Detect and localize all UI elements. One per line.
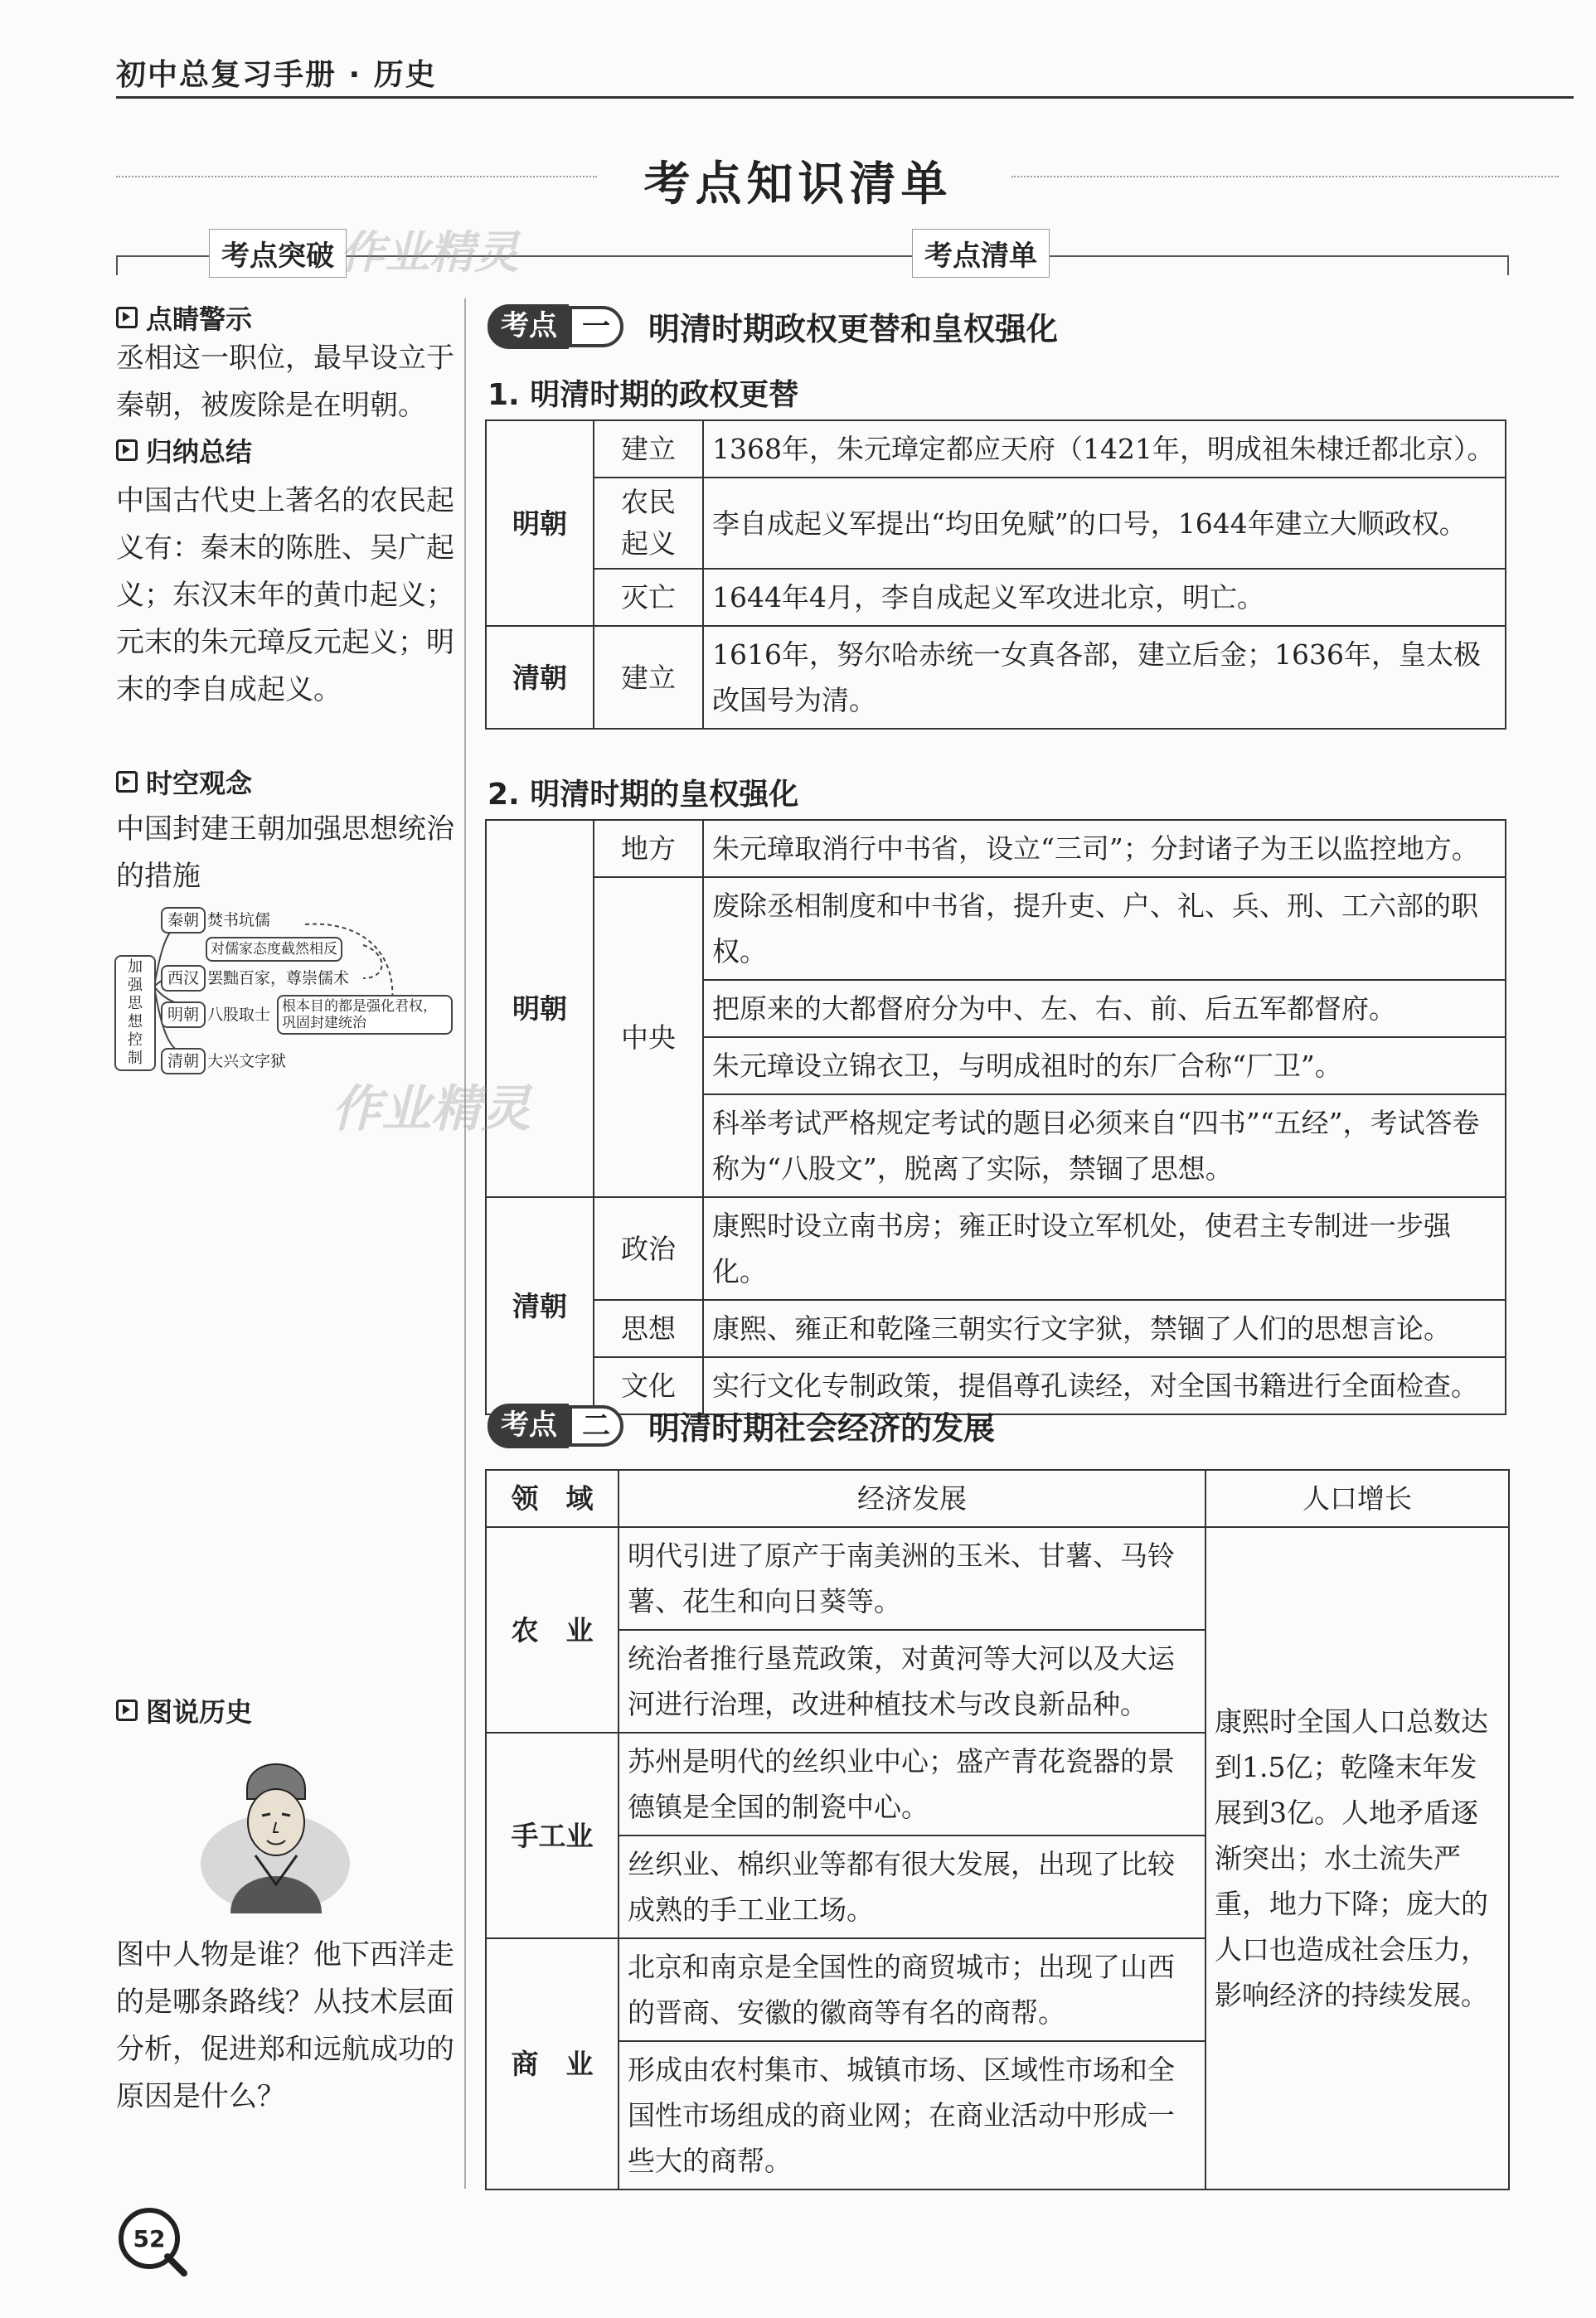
mind-map-ming: 明朝 — [161, 1001, 206, 1028]
economy-table — [485, 1469, 1510, 2190]
concept-text: 中国封建王朝加强思想统治的措施 — [116, 812, 454, 893]
page-number: 52 — [133, 2225, 166, 2253]
qing-dynasty-cell: 清朝 — [486, 1197, 594, 1414]
play-marker-icon — [116, 1700, 138, 1721]
table-row — [486, 569, 1506, 626]
ming-dynasty-cell: 明朝 — [486, 820, 594, 1197]
header-population: 人口增长 — [1205, 1470, 1509, 1527]
mind-map-root: 加强思想控制 — [114, 955, 156, 1071]
content-cell: 朱元璋设立锦衣卫，与明成祖时的东厂合称“厂卫”。 — [703, 1037, 1506, 1094]
section1-sub2: 2. 明清时期的皇权强化 — [488, 778, 799, 812]
tip-heading — [116, 298, 252, 337]
category-cell: 建立 — [594, 420, 703, 478]
section1-number: 一 — [569, 306, 623, 347]
section1-title: 明清时期政权更替和皇权强化 — [648, 311, 1059, 347]
content-cell: 李自成起义军提出“均田免赋”的口号，1644年建立大顺政权。 — [703, 478, 1506, 569]
content-cell: 明代引进了原产于南美洲的玉米、甘薯、马铃薯、花生和向日葵等。 — [619, 1527, 1205, 1630]
mind-map-han-text: 罢黜百家，尊崇儒术 — [207, 969, 350, 987]
mind-map-attitude: 对儒家态度截然相反 — [206, 937, 342, 962]
section2-number: 二 — [569, 1405, 623, 1447]
tip-heading-label: 点睛警示 — [146, 303, 253, 335]
tip-text: 丞相这一职位，最早设立于秦朝，被废除是在明朝。 — [116, 342, 454, 422]
mind-map-qin: 秦朝 — [161, 907, 206, 934]
content-cell: 1368年，朱元璋定都应天府（1421年，明成祖朱棣迁都北京）。 — [703, 420, 1506, 478]
bracket-right-end — [1507, 255, 1509, 275]
header-rule — [116, 96, 1574, 99]
regime-change-table — [485, 419, 1506, 730]
summary-text: 中国古代史上著名的农民起义有：秦末的陈胜、吴广起义；东汉末年的黄巾起义；元末的朱元璋反元起义；明末的李自成起义。 — [116, 484, 454, 706]
content-cell: 康熙时设立南书房；雍正时设立军机处，使君主专制进一步强化。 — [703, 1197, 1506, 1300]
play-marker-icon — [116, 771, 138, 793]
section2-badge: 考点 — [488, 1404, 569, 1448]
play-marker-icon — [116, 439, 138, 461]
book-title: 初中总复习手册 · 历史 — [116, 58, 437, 92]
header-domain: 领 域 — [486, 1470, 619, 1527]
table-row — [486, 877, 1506, 980]
category-cell: 农民起义 — [594, 478, 703, 569]
section1-header — [488, 303, 1058, 349]
category-cell: 灭亡 — [594, 569, 703, 626]
watermark: 作业精灵 — [340, 226, 519, 279]
section2-header — [488, 1403, 995, 1448]
mind-map-ming-text: 八股取士 — [207, 1006, 271, 1024]
table-row — [486, 626, 1506, 729]
summary-heading — [116, 431, 252, 469]
column-divider — [464, 298, 466, 2189]
bracket-left-end — [116, 255, 118, 275]
section1-badge: 考点 — [488, 304, 569, 349]
mind-map — [114, 904, 463, 1078]
left-tag: 考点突破 — [209, 229, 347, 278]
content-cell: 统治者推行垦荒政策，对黄河等大河以及大运河进行治理，改进种植技术与改良新品种。 — [619, 1630, 1205, 1733]
picture-question: 图中人物是谁？他下西洋走的是哪条路线？从技术层面分析，促进郑和远航成功的原因是什么？ — [116, 1938, 454, 2113]
concept-heading-label: 时空观念 — [146, 768, 253, 799]
mind-map-han: 西汉 — [161, 965, 206, 992]
table-header-row — [486, 1470, 1509, 1527]
mind-map-qin-text: 焚书坑儒 — [207, 911, 271, 929]
watermark-2: 作业精灵 — [332, 1080, 531, 1138]
section2-title: 明清时期社会经济的发展 — [648, 1410, 996, 1447]
mind-map-purpose: 根本目的都是强化君权，巩固封建统治 — [277, 995, 453, 1035]
category-cell: 文化 — [594, 1357, 703, 1414]
summary-heading-label: 归纳总结 — [146, 436, 253, 468]
section1-sub1: 1. 明清时期的政权更替 — [488, 378, 799, 412]
category-cell: 政治 — [594, 1197, 703, 1300]
content-cell: 形成由农村集市、城镇市场、区域性市场和全国性市场组成的商业网；在商业活动中形成一些大的商帮。 — [619, 2041, 1205, 2189]
content-cell: 苏州是明代的丝织业中心；盛产青花瓷器的景德镇是全国的制瓷中心。 — [619, 1733, 1205, 1835]
zheng-he-portrait-illustration — [197, 1739, 353, 1913]
content-cell: 北京和南京是全国性的商贸城市；出现了山西的晋商、安徽的徽商等有名的商帮。 — [619, 1938, 1205, 2041]
category-cell: 思想 — [594, 1300, 703, 1357]
play-marker-icon — [116, 307, 138, 328]
content-cell: 朱元璋取消行中书省，设立“三司”；分封诸子为王以监控地方。 — [703, 820, 1506, 877]
category-cell: 地方 — [594, 820, 703, 877]
handicraft-cell: 手工业 — [486, 1733, 619, 1938]
content-cell: 科举考试严格规定考试的题目必须来自“四书”“五经”，考试答卷称为“八股文”，脱离了实际，禁锢了思想。 — [703, 1094, 1506, 1197]
table-row — [486, 1527, 1509, 1630]
content-cell: 废除丞相制度和中书省，提升吏、户、礼、兵、刑、工六部的职权。 — [703, 877, 1506, 980]
page-number-badge — [116, 2205, 187, 2277]
population-cell: 康熙时全国人口总数达到1.5亿；乾隆末年发展到3亿。人地矛盾逐渐突出；水土流失严重，地力下降；庞大的人口也造成社会压力，影响经济的持续发展。 — [1205, 1527, 1509, 2189]
content-cell: 丝织业、棉织业等都有很大发展，出现了比较成熟的手工业工场。 — [619, 1835, 1205, 1938]
table-row — [486, 1300, 1506, 1357]
table-row — [486, 820, 1506, 877]
content-cell: 把原来的大都督府分为中、左、右、前、后五军都督府。 — [703, 980, 1506, 1037]
header-economy: 经济发展 — [619, 1470, 1205, 1527]
concept-heading — [116, 763, 252, 801]
commerce-cell: 商 业 — [486, 1938, 619, 2189]
imperial-power-table — [485, 819, 1506, 1415]
table-row — [486, 420, 1506, 478]
picture-heading-label: 图说历史 — [146, 1696, 253, 1728]
content-cell: 1644年4月，李自成起义军攻进北京，明亡。 — [703, 569, 1506, 626]
category-cell: 建立 — [594, 626, 703, 729]
picture-heading — [116, 1691, 252, 1729]
mind-map-qing-text: 大兴文字狱 — [207, 1052, 287, 1070]
mind-map-qing: 清朝 — [161, 1048, 206, 1074]
table-row — [486, 478, 1506, 569]
ming-dynasty-cell: 明朝 — [486, 420, 594, 626]
right-tag: 考点清单 — [912, 229, 1050, 278]
category-cell: 中央 — [594, 877, 703, 1197]
content-cell: 实行文化专制政策，提倡尊孔读经，对全国书籍进行全面检查。 — [703, 1357, 1506, 1414]
content-cell: 康熙、雍正和乾隆三朝实行文字狱，禁锢了人们的思想言论。 — [703, 1300, 1506, 1357]
page-title: 考点知识清单 — [643, 157, 953, 211]
agriculture-cell: 农 业 — [486, 1527, 619, 1733]
table-row — [486, 1197, 1506, 1300]
qing-dynasty-cell: 清朝 — [486, 626, 594, 729]
content-cell: 1616年，努尔哈赤统一女真各部，建立后金；1636年，皇太极改国号为清。 — [703, 626, 1506, 729]
